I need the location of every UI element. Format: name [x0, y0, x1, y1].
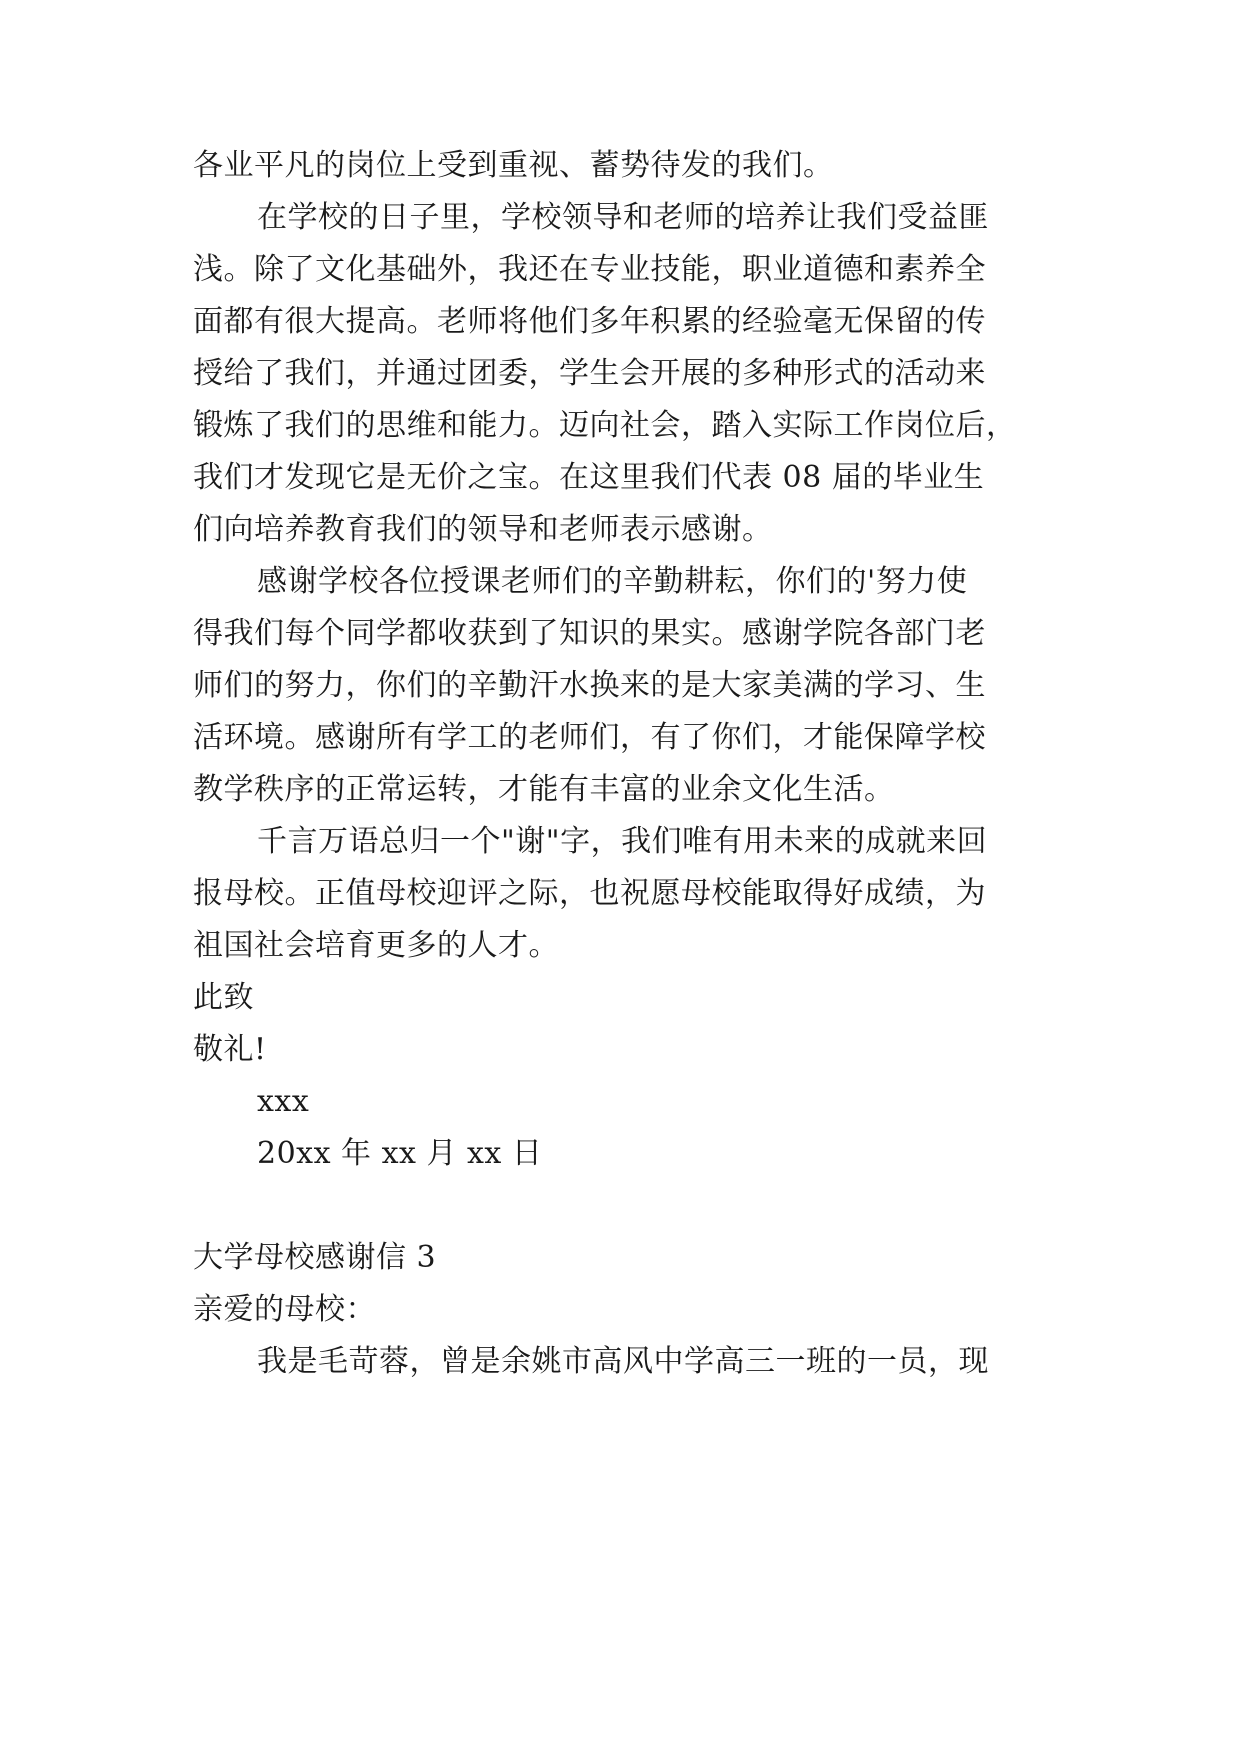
paragraph-line: 活环境。感谢所有学工的老师们，有了你们，才能保障学校 — [193, 720, 986, 755]
paragraph-line: 们向培养教育我们的领导和老师表示感谢。 — [193, 512, 773, 547]
paragraph-line: 师们的努力，你们的辛勤汗水换来的是大家美满的学习、生 — [193, 668, 986, 703]
paragraph-line: 千言万语总归一个"谢"字，我们唯有用未来的成就来回 — [257, 824, 988, 859]
paragraph-line: 得我们每个同学都收获到了知识的果实。感谢学院各部门老 — [193, 616, 986, 651]
paragraph-line: 报母校。正值母校迎评之际，也祝愿母校能取得好成绩，为 — [193, 876, 986, 911]
signature-date: 20xx 年 xx 月 xx 日 — [257, 1136, 543, 1171]
closing-salutation: 敬礼! — [193, 1032, 267, 1067]
section-title: 大学母校感谢信 3 — [193, 1240, 437, 1275]
paragraph-line: 感谢学校各位授课老师们的辛勤耕耘，你们的'努力使 — [257, 564, 968, 599]
paragraph-line: 在学校的日子里，学校领导和老师的培养让我们受益匪 — [257, 200, 989, 235]
paragraph-line: 祖国社会培育更多的人才。 — [193, 928, 559, 963]
paragraph-line: 我们才发现它是无价之宝。在这里我们代表 08 届的毕业生 — [193, 460, 985, 495]
closing-line: 此致 — [193, 980, 254, 1015]
paragraph-line: 我是毛苛蓉，曾是余姚市高风中学高三一班的一员，现 — [257, 1344, 989, 1379]
paragraph-line: 锻炼了我们的思维和能力。迈向社会，踏入实际工作岗位后， — [193, 408, 1017, 443]
paragraph-line: 面都有很大提高。老师将他们多年积累的经验毫无保留的传 — [193, 304, 986, 339]
paragraph-line: 教学秩序的正常运转，才能有丰富的业余文化生活。 — [193, 772, 895, 807]
paragraph-line: 浅。除了文化基础外，我还在专业技能，职业道德和素养全 — [193, 252, 986, 287]
letter-salutation: 亲爱的母校： — [193, 1292, 376, 1327]
paragraph-line: 授给了我们，并通过团委，学生会开展的多种形式的活动来 — [193, 356, 986, 391]
signature-name: xxx — [257, 1084, 310, 1119]
paragraph-line: 各业平凡的岗位上受到重视、蓄势待发的我们。 — [193, 148, 834, 183]
